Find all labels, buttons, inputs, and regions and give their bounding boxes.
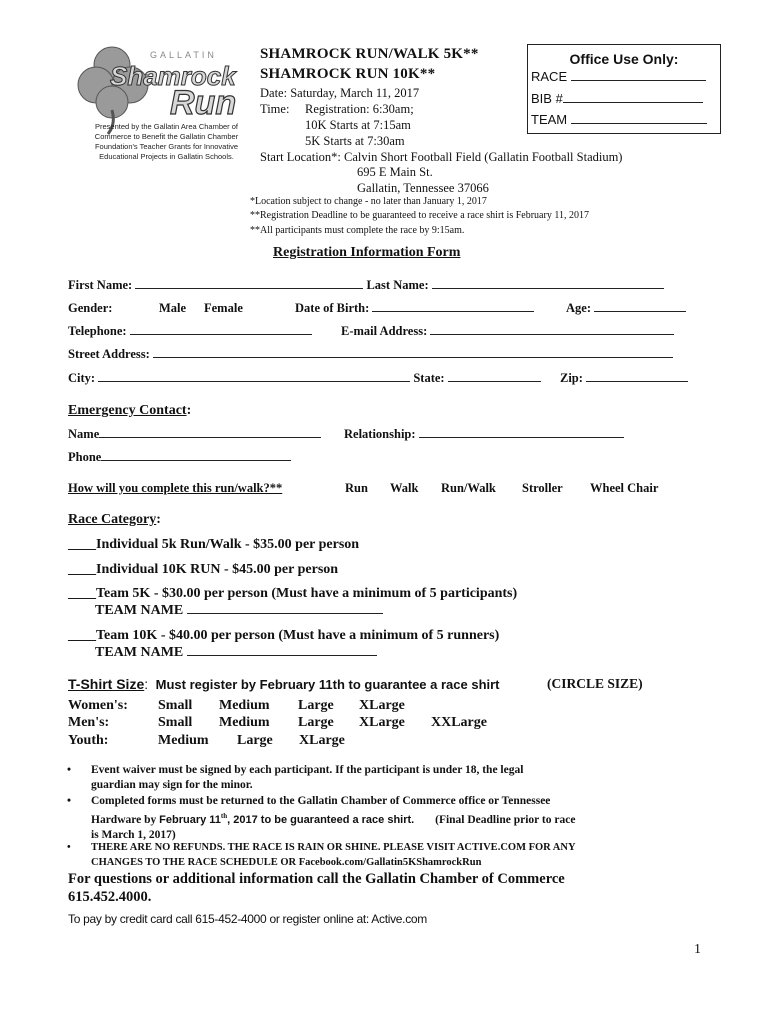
bullet-waiver [67, 763, 524, 793]
ind5k-option: Individual 5k Run/Walk - $35.00 per person [96, 537, 360, 552]
last-name-label: Last Name: [366, 278, 429, 292]
zip-label: Zip: [560, 371, 583, 385]
office-team-field[interactable] [571, 122, 707, 124]
age-label: Age: [566, 301, 591, 315]
telephone-label: Telephone: [68, 324, 127, 338]
bullet-return-line-1: Completed forms must be returned to the Gallatin Chamber of Commerce office or Tennessee [91, 795, 551, 807]
city-label: City: [68, 371, 96, 385]
youth-medium[interactable]: Medium [158, 733, 209, 748]
email-field[interactable] [430, 333, 674, 335]
shamrock-run-logo [70, 40, 255, 170]
shamrock-icon [70, 40, 255, 135]
option-stroller[interactable]: Stroller [522, 481, 563, 495]
address-line-2: Gallatin, Tennessee 37066 [357, 181, 489, 195]
start-location: Start Location*: Calvin Short Football Field (Gallatin Football Stadium) [260, 150, 623, 164]
mens-small[interactable]: Small [158, 715, 193, 730]
bullet-refund-line-2: CHANGES TO THE RACE SCHEDULE OR Facebook.com/Gallatin5KShamrockRun [91, 857, 482, 868]
gender-label: Gender: [68, 301, 113, 315]
street-field[interactable] [153, 356, 673, 358]
relationship-label: Relationship: [344, 427, 416, 441]
emergency-name-label: Name [68, 427, 100, 441]
pay-by-credit-card: To pay by credit card call 615-452-4000 or register online at: Active.com [68, 912, 427, 926]
emergency-heading: Emergency Contact [68, 403, 187, 418]
state-field[interactable] [448, 380, 541, 382]
5k-start-time: 5K Starts at 7:30am [305, 134, 405, 148]
team5k-blank[interactable]: ____ [68, 586, 96, 601]
location-note: *Location subject to change - no later than January 1, 2017 [250, 196, 487, 207]
bullet-return-hardware-by: Hardware by [91, 813, 160, 826]
registration-time: Registration: 6:30am; [305, 102, 414, 116]
office-race-field[interactable] [571, 79, 706, 81]
circle-size-note: (CIRCLE SIZE) [547, 676, 643, 691]
gender-option-female[interactable]: Female [204, 301, 243, 315]
address-line-1: 695 E Main St. [357, 165, 433, 179]
womens-small[interactable]: Small [158, 698, 193, 713]
first-name-label: First Name: [68, 278, 133, 292]
race-category-heading: Race Category [68, 512, 157, 527]
bullet-waiver-line-1: Event waiver must be signed by each participant. If the participant is under 18, the legal [91, 764, 524, 776]
team10k-option: Team 10K - $40.00 per person (Must have a minimum of 5 runners) [96, 628, 500, 643]
option-run[interactable]: Run [345, 481, 368, 495]
relationship-field[interactable] [419, 436, 624, 438]
gender-option-male[interactable]: Male [159, 301, 187, 315]
bullet-return-final-deadline: (Final Deadline prior to race [435, 813, 576, 826]
complete-by-note: **All participants must complete the race by 9:15am. [250, 225, 465, 236]
bullet-no-refunds [67, 840, 576, 870]
youth-xlarge[interactable]: XLarge [299, 733, 345, 748]
last-name-field[interactable] [432, 287, 664, 289]
team10k-name-label: TEAM NAME [95, 645, 184, 660]
option-run-walk[interactable]: Run/Walk [441, 481, 496, 495]
zip-field[interactable] [586, 380, 688, 382]
street-label: Street Address: [68, 347, 150, 361]
logo-word-run: Run [170, 84, 237, 122]
telephone-field[interactable] [130, 333, 312, 335]
ind5k-blank[interactable]: ____ [68, 537, 96, 552]
event-title-5k: SHAMROCK RUN/WALK 5K** [260, 46, 479, 62]
bullet-dot-icon: • [67, 764, 72, 776]
office-team-label: TEAM [531, 112, 568, 127]
event-title-10k: SHAMROCK RUN 10K** [260, 66, 436, 82]
dob-label: Date of Birth: [295, 301, 370, 315]
ind10k-option: Individual 10K RUN - $45.00 per person [96, 562, 339, 577]
team10k-name-field[interactable] [187, 654, 377, 656]
womens-large[interactable]: Large [298, 698, 334, 713]
tshirt-heading-colon: : [144, 676, 149, 692]
tshirt-heading: T-Shirt Size [68, 676, 145, 692]
bullet-waiver-line-2: guardian may sign for the minor. [91, 779, 253, 791]
team5k-name-label: TEAM NAME [95, 603, 184, 618]
mens-large[interactable]: Large [298, 715, 334, 730]
team5k-option: Team 5K - $30.00 per person (Must have a minimum of 5 participants) [96, 586, 518, 601]
emergency-phone-label: Phone [68, 450, 102, 464]
presented-by-text: Presented by the Gallatin Area Chamber of Commerce to Benefit the Gallatin Chamber Foundation's Teacher Grants for Innovative Educational Projects in Gallatin Schools. [94, 122, 239, 161]
option-wheel-chair[interactable]: Wheel Chair [590, 481, 659, 495]
logo-gallatin-text: GALLATIN [150, 50, 217, 60]
emergency-name-field[interactable] [99, 436, 321, 438]
office-use-heading: Office Use Only: [569, 51, 679, 67]
office-bib-field[interactable] [563, 101, 703, 103]
city-field[interactable] [98, 380, 410, 382]
youth-large[interactable]: Large [237, 733, 273, 748]
bullet-return-guarantee: , 2017 to be guaranteed a race shirt. [227, 813, 415, 826]
emergency-heading-colon: : [186, 403, 192, 418]
event-date: Date: Saturday, March 11, 2017 [260, 86, 420, 100]
bullet-return-line-3: is March 1, 2017) [91, 828, 176, 841]
bullet-return-th: th [220, 812, 228, 820]
mens-medium[interactable]: Medium [219, 715, 270, 730]
tshirt-deadline-note: Must register by February 11th to guarantee a race shirt [155, 677, 500, 692]
bullet-dot-icon: • [67, 842, 71, 853]
questions-phone: 615.452.4000. [68, 889, 152, 905]
age-field[interactable] [594, 310, 686, 312]
race-category-colon: : [156, 512, 161, 527]
form-heading: Registration Information Form [273, 245, 461, 260]
office-race-label: RACE [531, 69, 568, 84]
email-label: E-mail Address: [341, 324, 428, 338]
state-label: State: [413, 371, 445, 385]
time-label: Time: [260, 102, 290, 116]
page-number: 1 [694, 942, 701, 957]
bullet-dot-icon: • [67, 795, 72, 807]
mens-label: Men's: [68, 715, 110, 730]
how-complete-question: How will you complete this run/walk?** [68, 481, 283, 495]
team10k-blank[interactable]: ____ [68, 628, 96, 643]
first-name-field[interactable] [135, 287, 363, 289]
emergency-phone-field[interactable] [101, 459, 291, 461]
bullet-return-line-2 [91, 809, 575, 828]
logo-word-shamrock: Shamrock [110, 61, 236, 91]
10k-start-time: 10K Starts at 7:15am [305, 118, 411, 132]
mens-xlarge[interactable]: XLarge [359, 715, 405, 730]
questions-contact [68, 870, 565, 906]
ind10k-blank[interactable]: ____ [68, 562, 96, 577]
dob-field[interactable] [372, 310, 534, 312]
womens-medium[interactable]: Medium [219, 698, 270, 713]
womens-xlarge[interactable]: XLarge [359, 698, 405, 713]
bullet-return-forms [67, 794, 576, 843]
office-bib-label: BIB # [531, 91, 563, 106]
mens-xxlarge[interactable]: XXLarge [431, 715, 487, 730]
deadline-note: **Registration Deadline to be guaranteed to receive a race shirt is February 11, 2017 [250, 210, 589, 221]
questions-line-1: For questions or additional information call the Gallatin Chamber of Commerce [68, 871, 565, 887]
bullet-return-deadline-date: February 11 [159, 813, 221, 826]
bullet-refund-line-1: THERE ARE NO REFUNDS. THE RACE IS RAIN OR SHINE. PLEASE VISIT ACTIVE.COM FOR ANY [91, 842, 576, 853]
office-use-box [527, 44, 721, 134]
youth-label: Youth: [68, 733, 109, 748]
option-walk[interactable]: Walk [390, 481, 419, 495]
womens-label: Women's: [68, 698, 128, 713]
team5k-name-field[interactable] [187, 612, 383, 614]
